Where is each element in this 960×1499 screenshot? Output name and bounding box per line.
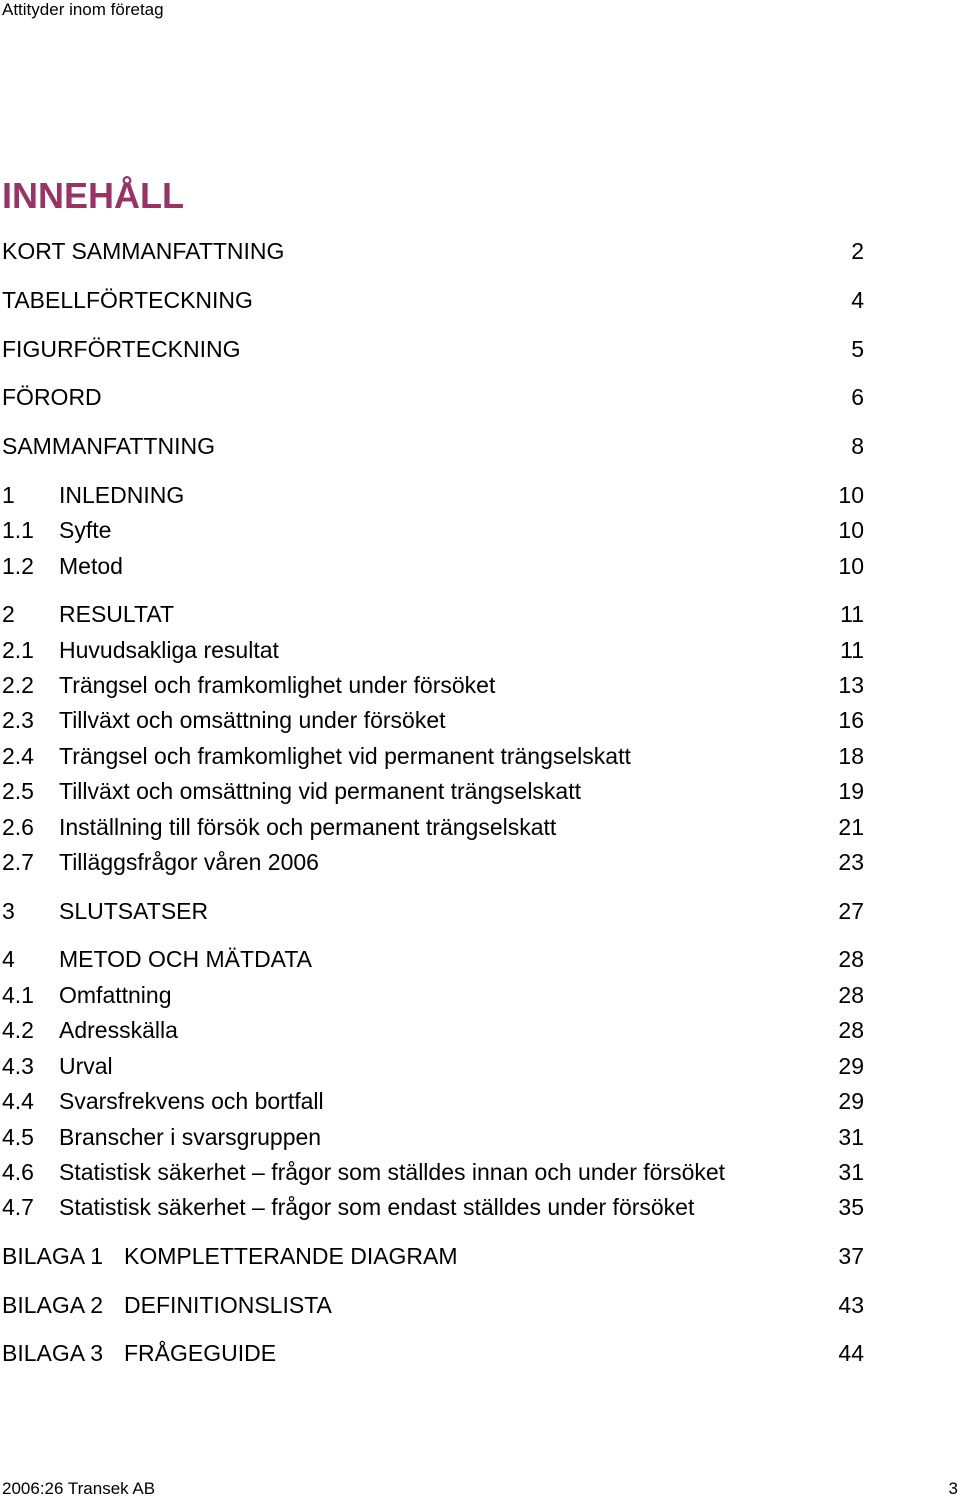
toc-entry-page: 11 <box>840 601 864 627</box>
toc-entry[interactable] <box>2 896 864 926</box>
toc-entry[interactable] <box>2 551 864 581</box>
toc-entry-number: 1.1 <box>2 517 34 543</box>
toc-entry[interactable] <box>2 812 864 842</box>
toc-entry-label: RESULTAT <box>59 601 175 627</box>
toc-entry-page: 6 <box>851 384 864 410</box>
toc-entry[interactable] <box>2 705 864 735</box>
toc-entry[interactable] <box>2 431 864 461</box>
toc-entry-page: 10 <box>838 482 864 508</box>
toc-entry-page: 19 <box>838 778 864 804</box>
toc-entry-page: 31 <box>838 1124 864 1150</box>
toc-entry-number: BILAGA 3 <box>2 1340 104 1366</box>
toc-entry-number: 4.7 <box>2 1194 34 1220</box>
toc-entry-label: Huvudsakliga resultat <box>59 637 279 663</box>
toc-entry-page: 2 <box>851 238 864 264</box>
toc-entry-page: 18 <box>838 743 864 769</box>
toc-entry-page: 11 <box>840 637 864 663</box>
toc-entry-label: Svarsfrekvens och bortfall <box>59 1088 324 1114</box>
toc-entry[interactable] <box>2 741 864 771</box>
toc-entry-page: 28 <box>838 946 864 972</box>
toc-entry-label: FÖRORD <box>2 384 102 410</box>
toc-entry-label: SAMMANFATTNING <box>2 433 215 459</box>
toc-entry-label: Urval <box>59 1053 113 1079</box>
toc-entry-label: FRÅGEGUIDE <box>124 1340 277 1366</box>
toc-entry[interactable] <box>2 334 864 364</box>
toc-entry[interactable] <box>2 1241 864 1271</box>
toc-entry-page: 27 <box>838 898 864 924</box>
toc-entry-number: 2 <box>2 601 15 627</box>
toc-entry[interactable] <box>2 1051 864 1081</box>
toc-entry-page: 28 <box>838 982 864 1008</box>
toc-entry-number: BILAGA 2 <box>2 1292 104 1318</box>
toc-entry-page: 37 <box>838 1243 864 1269</box>
toc-entry-page: 23 <box>838 849 864 875</box>
toc-entry-number: 4 <box>2 946 15 972</box>
toc-entry-number: 2.5 <box>2 778 34 804</box>
toc-entry-label: SLUTSATSER <box>59 898 209 924</box>
toc-entry-page: 29 <box>838 1053 864 1079</box>
toc-entry[interactable] <box>2 515 864 545</box>
toc-entry-number: 4.6 <box>2 1159 34 1185</box>
toc-entry-label: Trängsel och framkomlighet vid permanent trängselskatt <box>59 743 631 769</box>
toc-entry[interactable] <box>2 847 864 877</box>
toc-entry-number: 2.2 <box>2 672 34 698</box>
toc-entry-number: 4.5 <box>2 1124 34 1150</box>
toc-entry-page: 21 <box>838 814 864 840</box>
toc-entry-page: 29 <box>838 1088 864 1114</box>
toc-entry-page: 31 <box>838 1159 864 1185</box>
toc-entry-number: 2.6 <box>2 814 34 840</box>
toc-entry-label: METOD OCH MÄTDATA <box>59 946 312 972</box>
toc-entry-number: 4.3 <box>2 1053 34 1079</box>
toc-entry[interactable] <box>2 1338 864 1368</box>
toc-entry-number: 2.3 <box>2 707 34 733</box>
toc-entry-label: Branscher i svarsgruppen <box>59 1124 322 1150</box>
toc-entry-label: FIGURFÖRTECKNING <box>2 336 241 362</box>
toc-entry[interactable] <box>2 480 864 510</box>
toc-entry-page: 5 <box>851 336 864 362</box>
toc-entry-label: Tilläggsfrågor våren 2006 <box>59 849 319 875</box>
toc-entry[interactable] <box>2 670 864 700</box>
toc-entry[interactable] <box>2 1122 864 1152</box>
toc-entry[interactable] <box>2 944 864 974</box>
toc-entry-number: 1.2 <box>2 553 34 579</box>
toc-entry[interactable] <box>2 382 864 412</box>
toc-entry-page: 44 <box>838 1340 864 1366</box>
toc-entry-page: 13 <box>838 672 864 698</box>
toc-entry[interactable] <box>2 1192 864 1222</box>
toc-entry-label: Trängsel och framkomlighet under försöket <box>59 672 496 698</box>
footer-report-id: 2006:26 Transek AB <box>2 1479 156 1498</box>
toc-entry[interactable] <box>2 1086 864 1116</box>
toc-entry-page: 10 <box>838 553 864 579</box>
toc-entry-page: 4 <box>851 287 864 313</box>
toc-entry-label: Tillväxt och omsättning under försöket <box>59 707 446 733</box>
toc-entry[interactable] <box>2 776 864 806</box>
toc-entry-label: KORT SAMMANFATTNING <box>2 238 285 264</box>
toc-entry[interactable] <box>2 599 864 629</box>
toc-entry[interactable] <box>2 1015 864 1045</box>
toc-entry[interactable] <box>2 1157 864 1187</box>
toc-entry-label: Statistisk säkerhet – frågor som endast ställdes under försöket <box>59 1194 695 1220</box>
toc-entry-number: 4.2 <box>2 1017 34 1043</box>
toc-entry-page: 43 <box>838 1292 864 1318</box>
toc-entry-label: Inställning till försök och permanent trängselskatt <box>59 814 557 840</box>
toc-entry[interactable] <box>2 285 864 315</box>
toc-entry[interactable] <box>2 236 864 266</box>
toc-entry-label: Statistisk säkerhet – frågor som ställdes innan och under försöket <box>59 1159 726 1185</box>
toc-entry-page: 35 <box>838 1194 864 1220</box>
toc-entry[interactable] <box>2 980 864 1010</box>
toc-entry-label: Tillväxt och omsättning vid permanent trängselskatt <box>59 778 582 804</box>
toc-entry-number: 2.4 <box>2 743 34 769</box>
toc-entry-label: Omfattning <box>59 982 172 1008</box>
toc-entry-number: 3 <box>2 898 15 924</box>
toc-entry-number: BILAGA 1 <box>2 1243 104 1269</box>
toc-entry[interactable] <box>2 635 864 665</box>
toc-entry-label: Syfte <box>59 517 112 543</box>
toc-entry-label: INLEDNING <box>59 482 185 508</box>
footer-page-number: 3 <box>948 1479 958 1498</box>
toc-entry-number: 2.7 <box>2 849 34 875</box>
toc-entry-number: 1 <box>2 482 15 508</box>
running-header: Attityder inom företag <box>2 0 164 19</box>
toc-title: INNEHÅLL <box>2 175 184 216</box>
toc-entry-number: 2.1 <box>2 637 34 663</box>
toc-entry[interactable] <box>2 1290 864 1320</box>
toc-entry-label: Metod <box>59 553 123 579</box>
toc-entry-page: 28 <box>838 1017 864 1043</box>
toc-entry-number: 4.1 <box>2 982 34 1008</box>
toc-entry-page: 16 <box>838 707 864 733</box>
toc-entry-label: KOMPLETTERANDE DIAGRAM <box>124 1243 458 1269</box>
toc-entry-number: 4.4 <box>2 1088 34 1114</box>
toc-entry-label: TABELLFÖRTECKNING <box>2 287 253 313</box>
toc-entry-label: DEFINITIONSLISTA <box>124 1292 332 1318</box>
toc-entry-page: 8 <box>851 433 864 459</box>
toc-entry-page: 10 <box>838 517 864 543</box>
toc-entry-label: Adresskälla <box>59 1017 178 1043</box>
